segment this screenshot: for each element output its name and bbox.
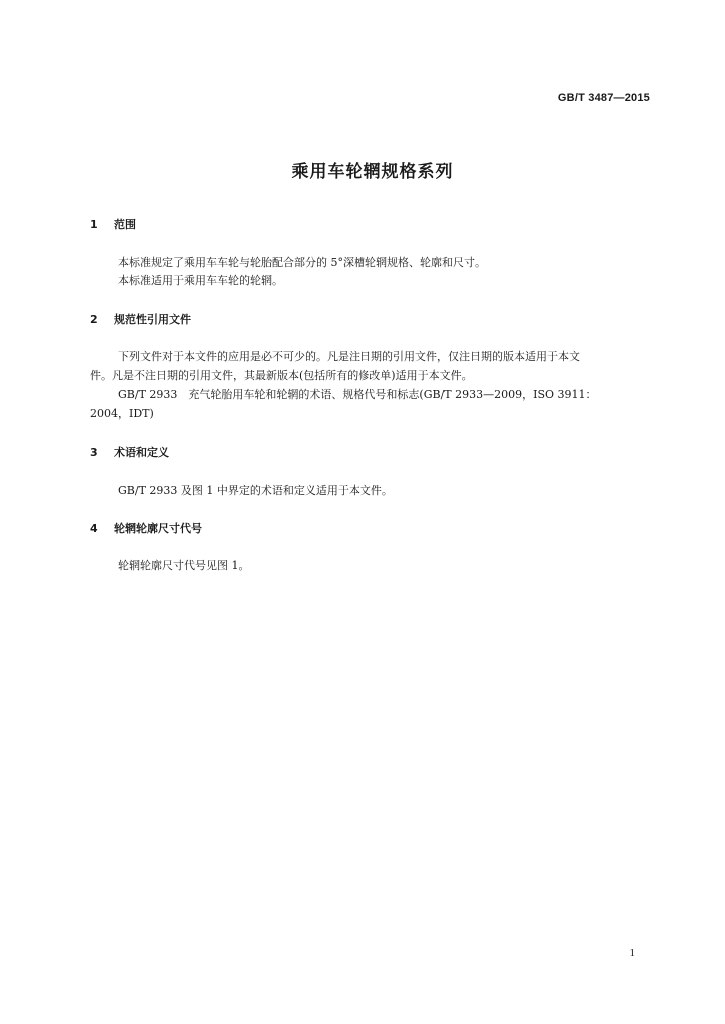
section-1-heading xyxy=(90,216,136,232)
standard-number: GB/T 3487—2015 xyxy=(557,92,650,104)
section-2-paragraph-2: 件。凡是不注日期的引用文件，其最新版本(包括所有的修改单)适用于本文件。 xyxy=(90,369,473,382)
section-1-number: 1 xyxy=(90,217,98,231)
section-3-number: 3 xyxy=(90,445,98,459)
section-4-title: 轮辋轮廓尺寸代号 xyxy=(114,522,202,535)
section-3-heading xyxy=(90,444,169,460)
section-2-paragraph-1: 下列文件对于本文件的应用是必不可少的。凡是注日期的引用文件，仅注日期的版本适用于本文 xyxy=(118,350,580,363)
section-3-title: 术语和定义 xyxy=(114,446,169,459)
section-2-reference-line-1: GB/T 2933 充气轮胎用车轮和轮辋的术语、规格代号和标志(GB/T 2933—2009，ISO 3911： xyxy=(118,388,597,401)
section-1-title: 范围 xyxy=(114,218,136,231)
document-title: 乘用车轮辋规格系列 xyxy=(291,162,454,182)
page-number: 1 xyxy=(629,947,635,959)
section-2-reference-line-2: 2004，IDT) xyxy=(90,407,154,420)
section-2-heading xyxy=(90,311,191,327)
section-4-paragraph-1: 轮辋轮廓尺寸代号见图 1。 xyxy=(118,559,250,572)
section-2-title: 规范性引用文件 xyxy=(114,313,191,326)
section-2-number: 2 xyxy=(90,312,98,326)
section-4-heading xyxy=(90,520,202,536)
section-3-paragraph-1: GB/T 2933 及图 1 中界定的术语和定义适用于本文件。 xyxy=(118,484,393,497)
section-4-number: 4 xyxy=(90,521,98,535)
section-1-paragraph-2: 本标准适用于乘用车车轮的轮辋。 xyxy=(118,274,283,287)
section-1-paragraph-1: 本标准规定了乘用车车轮与轮胎配合部分的 5°深槽轮辋规格、轮廓和尺寸。 xyxy=(118,256,486,269)
